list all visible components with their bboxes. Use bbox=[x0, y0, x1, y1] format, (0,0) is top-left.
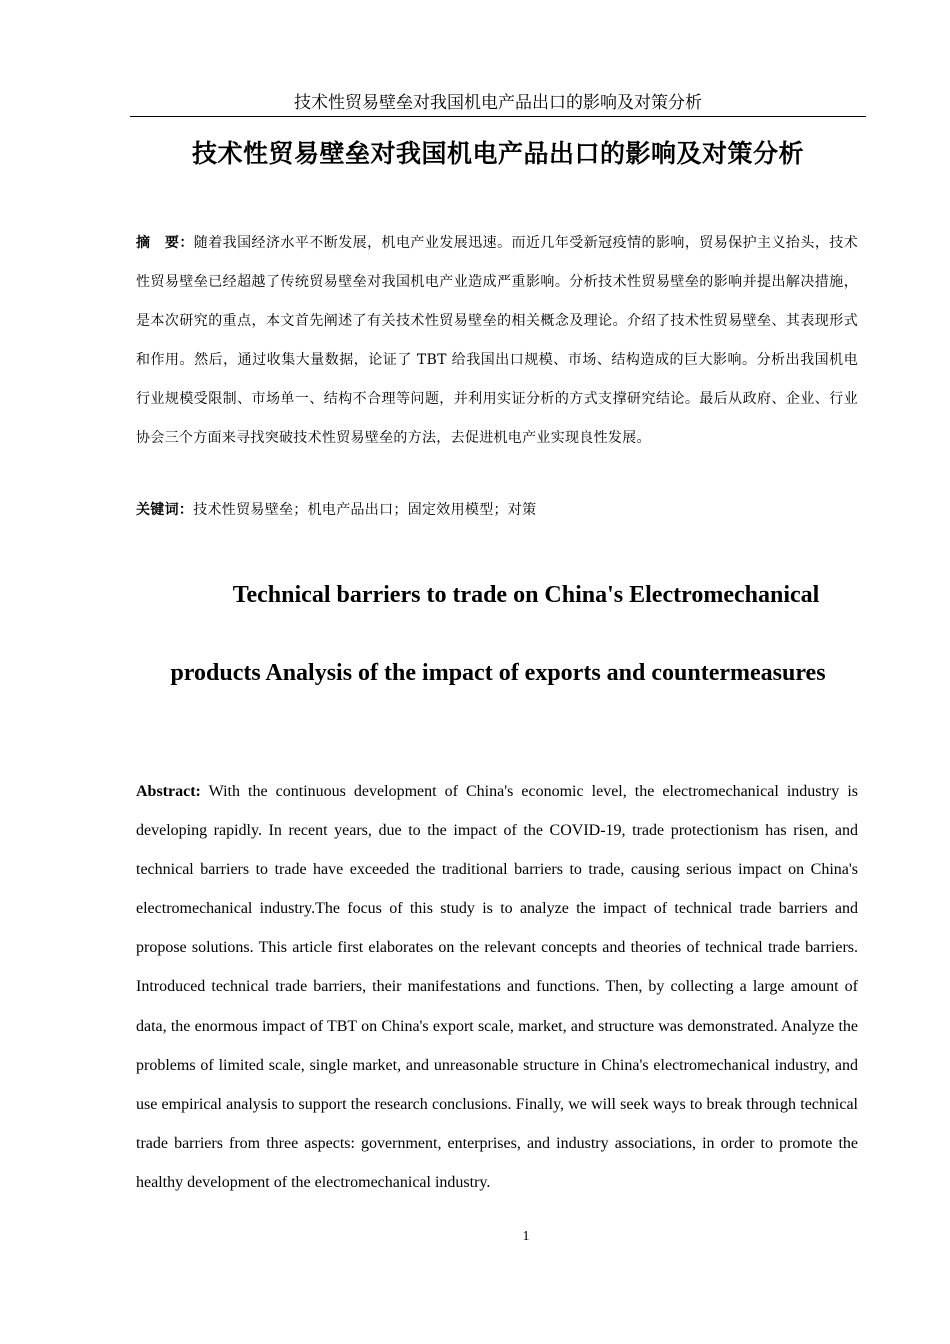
chinese-title: 技术性贸易壁垒对我国机电产品出口的影响及对策分析 bbox=[191, 139, 804, 168]
chinese-keywords-text: 技术性贸易壁垒；机电产品出口；固定效用模型；对策 bbox=[193, 502, 537, 518]
english-title-line-2: products Analysis of the impact of exports and countermeasures bbox=[170, 660, 826, 686]
english-title-line-1: Technical barriers to trade on China's Electromechanical bbox=[232, 582, 820, 608]
english-abstract bbox=[136, 772, 858, 1202]
running-header: 技术性贸易壁垒对我国机电产品出口的影响及对策分析 bbox=[294, 93, 702, 113]
chinese-abstract-label: 摘 要： bbox=[136, 235, 194, 251]
page-number: 1 bbox=[522, 1229, 530, 1244]
chinese-keywords-label: 关键词： bbox=[136, 502, 194, 518]
header-rule bbox=[130, 116, 866, 117]
english-abstract-label: Abstract: bbox=[136, 783, 201, 800]
chinese-abstract bbox=[136, 224, 858, 458]
english-abstract-text: With the continuous development of China's economic level, the electromechanical industry is developing rapidly. In recent years, due to the impact of the COVID-19, trade protectionism has risen, and technical barriers to trade have exceeded the traditional barriers to trade, causing serious impact on China's electromechanical industry.The focus of this study is to analyze the impact of technical trade barriers and propose solutions. This article first elaborates on the relevant concepts and theories of technical trade barriers. Introduced technical trade barriers, their manifestations and functions. Then, by collecting a large amount of data, the enormous impact of TBT on China's export scale, market, and structure was demonstrated. Analyze the problems of limited scale, single market, and unreasonable structure in China's electromechanical industry, and use empirical analysis to support the research conclusions. Finally, we will seek ways to break through technical trade barriers from three aspects: government, enterprises, and industry associations, in order to promote the healthy development of the electromechanical industry. bbox=[136, 783, 858, 1191]
chinese-abstract-text: 随着我国经济水平不断发展，机电产业发展迅速。而近几年受新冠疫情的影响，贸易保护主义抬头，技术性贸易壁垒已经超越了传统贸易壁垒对我国机电产业造成严重影响。分析技术性贸易壁垒的影响并提出解决措施，是本次研究的重点，本文首先阐述了有关技术性贸易壁垒的相关概念及理论。介绍了技术性贸易壁垒、其表现形式和作用。然后，通过收集大量数据，论证了 TBT 给我国出口规模、市场、结构造成的巨大影响。分析出我国机电行业规模受限制、市场单一、结构不合理等问题，并利用实证分析的方式支撑研究结论。最后从政府、企业、行业协会三个方面来寻找突破技术性贸易壁垒的方法，去促进机电产业实现良性发展。 bbox=[136, 235, 859, 446]
chinese-keywords bbox=[136, 496, 858, 524]
